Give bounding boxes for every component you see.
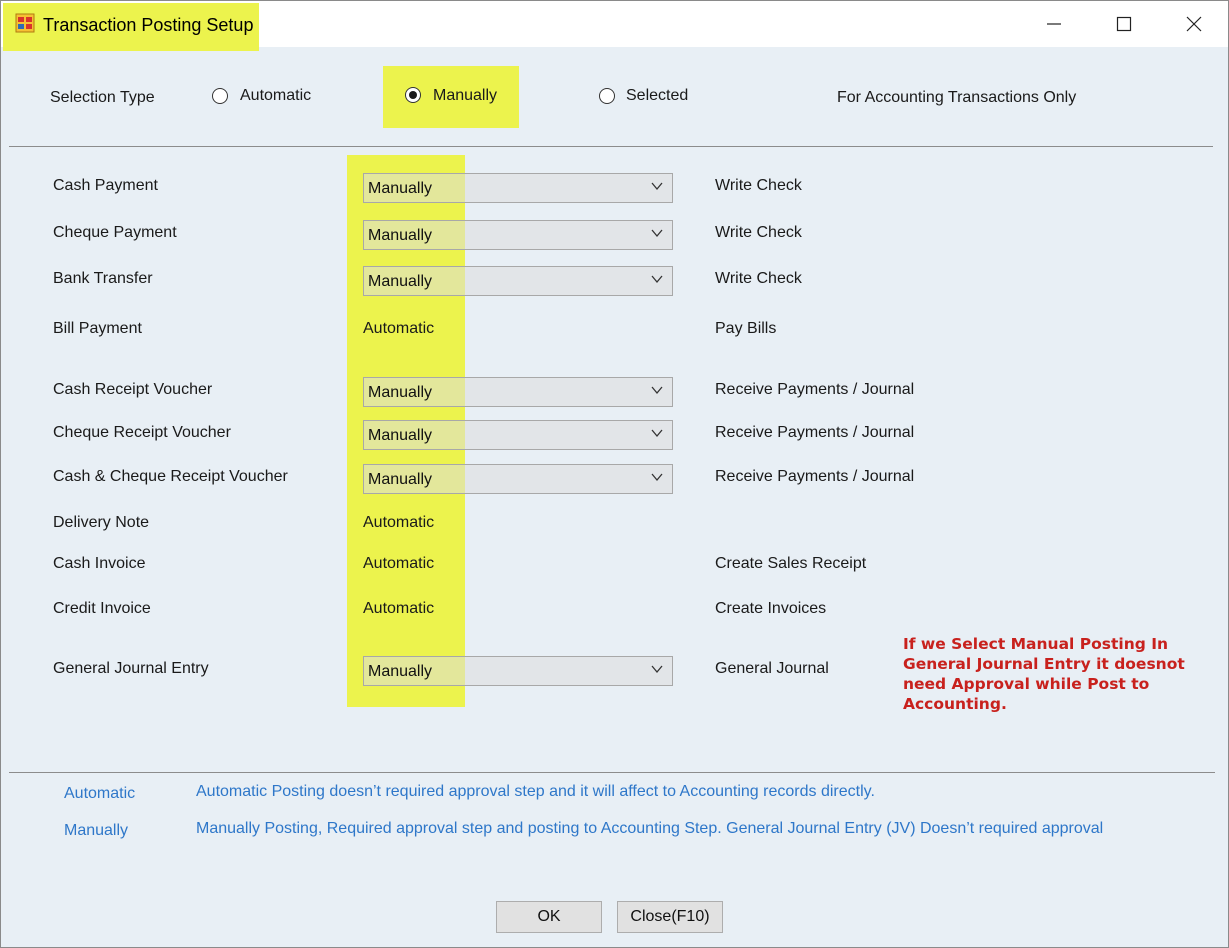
maximize-button[interactable] [1089,1,1159,47]
chevron-down-icon [650,426,664,440]
target-form-label: Receive Payments / Journal [715,424,915,441]
close-icon [1186,16,1202,32]
posting-type-dropdown[interactable] [363,377,673,407]
radio-automatic-label[interactable]: Automatic [240,87,312,104]
legend-desc-automatic: Automatic Posting doesn’t required approval step and it will affect to Accounting records directly. [196,783,875,800]
target-form-label: Write Check [715,224,802,241]
posting-type-dropdown[interactable] [363,173,673,203]
radio-selected[interactable] [599,88,615,104]
legend-term-automatic: Automatic [64,785,136,802]
posting-type-dropdown[interactable] [363,464,673,494]
accounting-only-note: For Accounting Transactions Only [837,89,1077,106]
chevron-down-icon [650,272,664,286]
dropdown-value: Manually [368,471,433,488]
dropdown-value: Manually [368,663,433,680]
dropdown-value: Manually [368,227,433,244]
row-label: Delivery Note [53,514,150,531]
radio-selected-label[interactable]: Selected [626,87,689,104]
radio-manually[interactable] [405,87,421,103]
legend-desc-manually: Manually Posting, Required approval step and posting to Accounting Step. General Journal Entry (JV) Doesn’t required approval [196,820,1104,837]
target-form-label: Create Sales Receipt [715,555,867,572]
title-bar [1,1,1228,47]
chevron-down-icon [650,179,664,193]
radio-automatic[interactable] [212,88,228,104]
posting-type-static: Automatic [363,320,435,337]
ok-button[interactable]: OK [496,901,602,933]
posting-type-static: Automatic [363,514,435,531]
row-label: Bill Payment [53,320,142,337]
close-button[interactable]: Close(F10) [617,901,723,933]
posting-type-dropdown[interactable] [363,220,673,250]
manual-posting-annotation: If we Select Manual Posting In General Journal Entry it doesnot need Approval while Post to Accounting. [903,635,1185,713]
chevron-down-icon [650,383,664,397]
chevron-down-icon [650,662,664,676]
target-form-label: Write Check [715,270,802,287]
row-label: Cash Invoice [53,555,146,572]
posting-type-dropdown[interactable] [363,420,673,450]
target-form-label: Pay Bills [715,320,777,337]
row-label: General Journal Entry [53,660,209,677]
radio-manually-label[interactable]: Manually [433,87,498,104]
dropdown-value: Manually [368,180,433,197]
target-form-label: General Journal [715,660,829,677]
chevron-down-icon [650,226,664,240]
row-label: Credit Invoice [53,600,151,617]
posting-type-dropdown[interactable] [363,266,673,296]
top-divider [9,146,1213,147]
posting-type-static: Automatic [363,600,435,617]
maximize-icon [1116,16,1132,32]
row-label: Cash & Cheque Receipt Voucher [53,468,288,485]
posting-type-static: Automatic [363,555,435,572]
window-title: Transaction Posting Setup [43,15,254,35]
legend-term-manually: Manually [64,822,129,839]
minimize-icon [1046,16,1062,32]
row-label: Cash Payment [53,177,158,194]
target-form-label: Create Invoices [715,600,827,617]
selection-type-label: Selection Type [50,89,155,106]
dropdown-value: Manually [368,427,433,444]
target-form-label: Receive Payments / Journal [715,468,915,485]
minimize-button[interactable] [1019,1,1089,47]
target-form-label: Receive Payments / Journal [715,381,915,398]
row-label: Bank Transfer [53,270,153,287]
row-label: Cash Receipt Voucher [53,381,213,398]
posting-type-dropdown[interactable] [363,656,673,686]
chevron-down-icon [650,470,664,484]
close-window-button[interactable] [1159,1,1229,47]
row-label: Cheque Receipt Voucher [53,424,231,441]
bottom-divider [9,772,1215,773]
target-form-label: Write Check [715,177,802,194]
dropdown-value: Manually [368,384,433,401]
dropdown-value: Manually [368,273,433,290]
row-label: Cheque Payment [53,224,177,241]
app-icon [15,13,35,33]
